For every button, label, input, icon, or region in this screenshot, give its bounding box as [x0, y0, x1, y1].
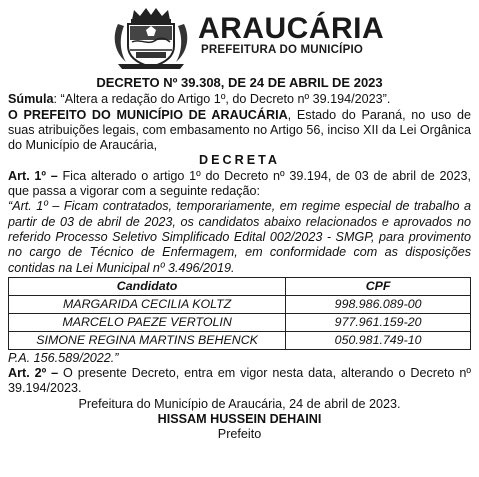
- intro-paragraph: [8, 108, 471, 154]
- header: [0, 0, 479, 74]
- candidates-table: [8, 277, 471, 350]
- signer-name: HISSAM HUSSEIN DEHAINI: [157, 412, 322, 427]
- sumula-paragraph: [8, 92, 471, 107]
- candidate-cpf: 050.981.749-10: [286, 331, 471, 349]
- article-2: [8, 366, 471, 397]
- article-2-text: O presente Decreto, entra em vigor nesta data, alterando o Decreto nº 39.194/2023.: [8, 366, 471, 396]
- header-cpf: CPF: [286, 277, 471, 295]
- signer-role: Prefeito: [217, 427, 262, 442]
- sumula-label: Súmula: [8, 92, 54, 107]
- candidate-name: MARGARIDA CECILIA KOLTZ: [9, 295, 286, 313]
- brand-subtitle: PREFEITURA DO MUNICÍPIO: [201, 44, 363, 56]
- place-date: Prefeitura do Município de Araucária, 24 de abril de 2023.: [78, 396, 401, 411]
- brand-name: ARAUCÁRIA: [198, 12, 385, 45]
- candidate-name: SIMONE REGINA MARTINS BEHENCK: [9, 331, 286, 349]
- decree-title: DECRETO Nº 39.308, DE 24 DE ABRIL DE 2023: [96, 75, 383, 90]
- header-candidato: Candidato: [9, 277, 286, 295]
- municipal-coat-of-arms-icon: [110, 6, 192, 70]
- article-2-label: Art. 2º –: [8, 366, 59, 381]
- process-number: P.A. 156.589/2022.”: [8, 350, 119, 365]
- intro-bold: O PREFEITO DO MUNICÍPIO DE ARAUCÁRIA: [8, 107, 288, 122]
- candidate-cpf: 998.986.089-00: [286, 295, 471, 313]
- article-1: [8, 169, 471, 200]
- article-1-text: Fica alterado o artigo 1º do Decreto nº 39.194, de 03 de abril de 2023, que passa a vigorar com a seguinte redação:: [8, 168, 471, 199]
- candidate-cpf: 977.961.159-20: [286, 313, 471, 331]
- article-1-label: Art. 1º –: [8, 168, 58, 183]
- sumula-text: : “Altera a redação do Artigo 1º, do Decreto nº 39.194/2023”.: [53, 92, 391, 107]
- candidate-name: MARCELO PAEZE VERTOLIN: [9, 313, 286, 331]
- decreta-heading: DECRETA: [199, 153, 280, 168]
- table-row: [9, 295, 471, 313]
- intro-text: , Estado do Paraná, no uso de suas atribuições legais, com embasamento no Artigo 56, inciso XII da Lei Orgânica do Município de Araucária,: [8, 107, 471, 153]
- article-1-quote: “Art. 1º – Ficam contratados, temporariamente, em regime especial de trabalho a partir de 03 de abril de 2023, os candidatos abaixo relacionados e aprovados no referido Processo Seletivo Simplificado Edital 002/2023 - SMGP, para provimento no cargo de Técnico de Enfermagem, em conformidade com as disposições contidas na Lei Municipal nº 3.496/2019.: [8, 199, 471, 275]
- decree-document: [8, 75, 471, 443]
- table-row: [9, 313, 471, 331]
- table-row: [9, 331, 471, 349]
- table-header-row: [9, 277, 471, 295]
